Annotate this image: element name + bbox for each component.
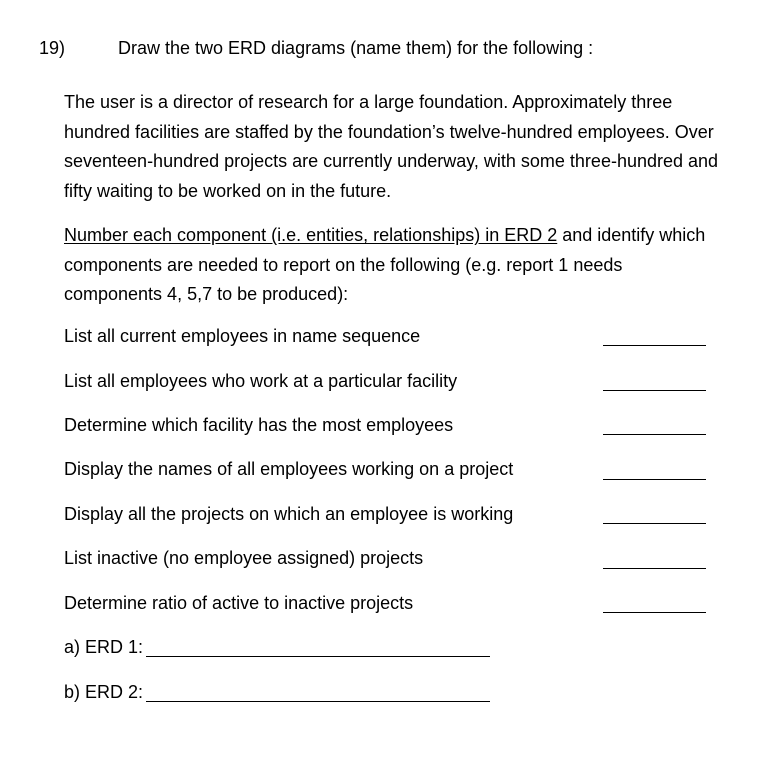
answer-blank[interactable] — [603, 568, 706, 569]
task-item: List all employees who work at a particular facility — [64, 371, 458, 391]
task-item: Determine ratio of active to inactive projects — [64, 593, 414, 613]
answer-blank[interactable] — [603, 390, 706, 391]
task-item: Display all the projects on which an employee is working — [64, 504, 514, 524]
erd-2-answer-line[interactable] — [146, 701, 490, 702]
answer-blank[interactable] — [603, 434, 706, 435]
answer-blank[interactable] — [603, 345, 706, 346]
scenario-paragraph: The user is a director of research for a large foundation. Approximately three hundred facilities are staffed by the foundation’s twelve-hundred employees. Over seventeen-hundred projects are currently underway, with some three-hundred and fifty waiting to be worked on in the future. — [64, 92, 719, 201]
answer-blank[interactable] — [603, 523, 706, 524]
task-item: List all current employees in name sequence — [64, 326, 421, 346]
erd-2-label: b) ERD 2: — [64, 682, 144, 702]
answer-blank[interactable] — [603, 612, 706, 613]
task-item: Determine which facility has the most employees — [64, 415, 454, 435]
erd-1-label: a) ERD 1: — [64, 637, 144, 657]
instructions-underlined: Number each component (i.e. entities, relationships) in ERD 2 — [64, 225, 558, 245]
instructions-paragraph — [64, 221, 724, 310]
answer-blank[interactable] — [603, 479, 706, 480]
instructions-rest: and identify which components are needed to report on the following (e.g. report 1 needs components 4, 5,7 to be produced): — [64, 225, 706, 304]
task-item: Display the names of all employees working on a project — [64, 459, 514, 479]
question-number: 19) — [39, 38, 66, 58]
task-item: List inactive (no employee assigned) projects — [64, 548, 424, 568]
erd-1-answer-line[interactable] — [146, 656, 490, 657]
question-title: Draw the two ERD diagrams (name them) for the following : — [118, 38, 594, 58]
